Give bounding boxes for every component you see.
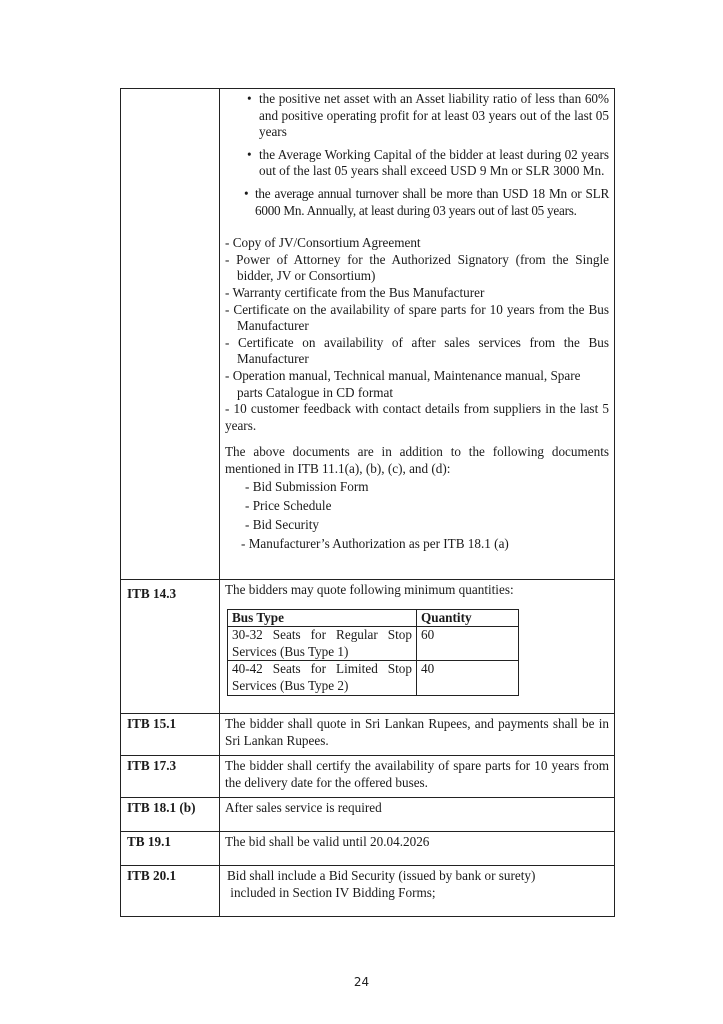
clause-cell: TB 19.1 (121, 832, 220, 865)
clause-cell: ITB 14.3 (121, 580, 220, 713)
quantities-table (227, 609, 519, 696)
clause-cell (121, 89, 220, 579)
quantities-intro: The bidders may quote following minimum quantities: (225, 582, 514, 597)
clause-cell: ITB 15.1 (121, 714, 220, 755)
document-item: - Power of Attorney for the Authorized Signatory (from the Single bidder, JV or Consortium) (225, 251, 609, 284)
table-row-itb-17-3 (121, 755, 614, 797)
table-row-itb-15-1 (121, 713, 614, 755)
header-bus-type: Bus Type (228, 609, 417, 627)
quantities-header-row (228, 609, 519, 627)
content-cell (220, 866, 614, 916)
content-cell (220, 580, 614, 713)
table-row-itb-14-3 (121, 579, 614, 713)
bullet-item: • the Average Working Capital of the bidder at least during 02 years out of the last 05 years shall exceed USD 9 Mn or SLR 3000 Mn. (247, 146, 609, 179)
bullet-item: • the average annual turnover shall be more than USD 18 Mn or SLR 6000 Mn. Annually, at least during 03 years out of last 05 years. (244, 185, 609, 218)
table-row-qualification (121, 89, 614, 579)
table-row-tb-19-1 (121, 831, 614, 865)
quantities-row (228, 627, 519, 661)
header-quantity: Quantity (417, 609, 519, 627)
quantities-row (228, 661, 519, 695)
document-item: - 10 customer feedback with contact details from suppliers in the last 5 years. (225, 401, 609, 433)
table-row-itb-20-1 (121, 865, 614, 916)
content-cell: The bid shall be valid until 20.04.2026 (225, 834, 430, 849)
table-row-itb-18-1 (121, 797, 614, 831)
bullet-icon: • (247, 146, 252, 162)
document-item: - Certificate on availability of after sales services from the Bus Manufacturer (225, 334, 609, 367)
document-item: - Copy of JV/Consortium Agreement (225, 235, 421, 251)
quantity-cell: 40 (417, 661, 519, 695)
content-cell: The bidder shall certify the availability of spare parts for 10 years from the delivery date for the offered buses. (225, 758, 609, 790)
document-item: - Certificate on the availability of spare parts for 10 years from the Bus Manufacturer (225, 301, 609, 334)
clause-cell: ITB 18.1 (b) (121, 798, 220, 831)
clause-cell: ITB 17.3 (121, 756, 220, 797)
qualification-content (220, 89, 614, 579)
bid-security-line: Bid shall include a Bid Security (issued by bank or surety) (227, 868, 536, 883)
document-item: - Warranty certificate from the Bus Manufacturer (225, 284, 485, 300)
document-item: - Operation manual, Technical manual, Maintenance manual, Spare parts Catalogue in CD format (225, 367, 581, 400)
clause-cell: ITB 20.1 (121, 866, 220, 916)
additional-doc-item: - Manufacturer’s Authorization as per ITB 18.1 (a) (241, 536, 509, 552)
quantity-cell: 60 (417, 627, 519, 661)
bullet-icon: • (244, 185, 249, 201)
additional-doc-item: - Bid Security (245, 517, 319, 533)
content-cell: After sales service is required (225, 800, 382, 815)
bid-data-sheet-table (120, 88, 615, 917)
content-cell: The bidder shall quote in Sri Lankan Rupees, and payments shall be in Sri Lankan Rupees. (225, 716, 609, 748)
bullet-item: • the positive net asset with an Asset liability ratio of less than 60% and positive operating profit for at least 03 years out of the last 05 years (247, 91, 609, 140)
additional-doc-item: - Bid Submission Form (245, 479, 369, 495)
bid-security-line: included in Section IV Bidding Forms; (227, 884, 436, 900)
addition-paragraph: The above documents are in addition to the following documents mentioned in ITB 11.1(a), (b), (c), and (d): (225, 444, 609, 476)
additional-doc-item: - Price Schedule (245, 498, 332, 514)
bullet-icon: • (247, 91, 252, 106)
bus-type-cell: 30-32 Seats for Regular Stop Services (Bus Type 1) (228, 627, 417, 661)
page-number: 24 (353, 975, 370, 989)
bus-type-cell: 40-42 Seats for Limited Stop Services (Bus Type 2) (228, 661, 417, 695)
